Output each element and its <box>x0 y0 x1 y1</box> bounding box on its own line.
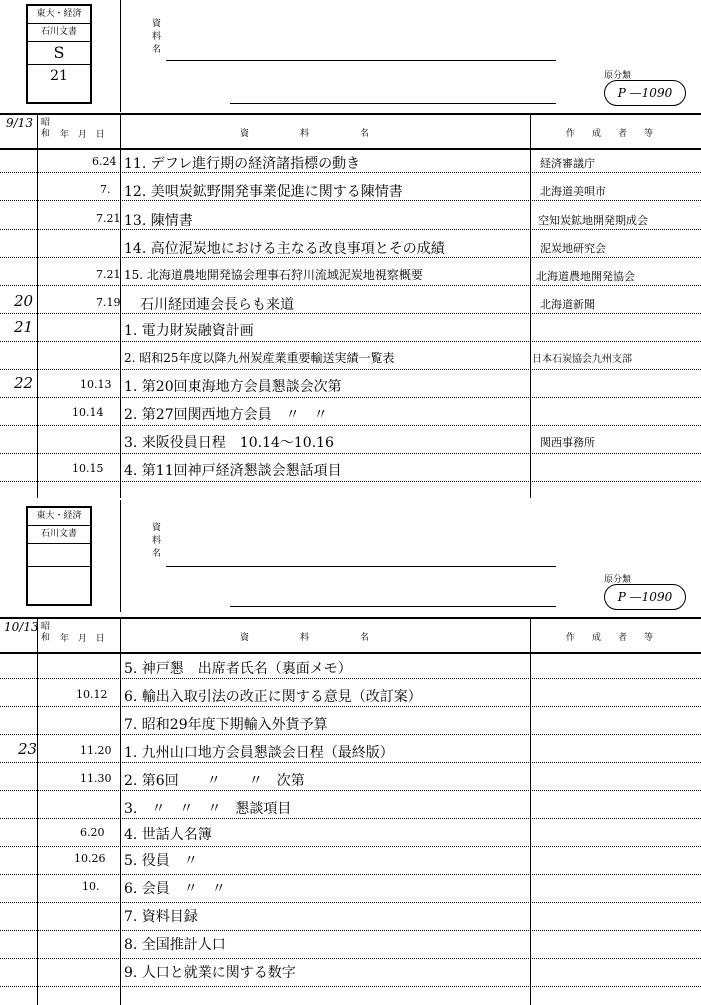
col-divider <box>120 617 121 1005</box>
row-title: 6. 会員 〃 〃 <box>124 881 226 897</box>
col-divider <box>37 113 38 498</box>
header-era: 昭 和 <box>41 118 51 139</box>
classification-code: P —1090 <box>604 80 686 106</box>
archive-label-box <box>26 4 92 104</box>
table-header-rule <box>0 652 701 654</box>
archive-label-line1: 東大・経済 <box>28 508 90 526</box>
row-ref: 21 <box>14 318 34 336</box>
row-rule <box>0 706 701 707</box>
row-title: 5. 神戸懇 出席者氏名（裏面メモ） <box>124 661 352 677</box>
row-rule <box>0 313 701 314</box>
row-rule <box>0 425 701 426</box>
row-author: 関西事務所 <box>540 436 595 449</box>
archive-label-box <box>26 506 92 606</box>
row-title: 3. 〃 〃 〃 懇談項目 <box>124 801 292 817</box>
row-rule <box>0 481 701 482</box>
row-title: 8. 全国推計人口 <box>124 937 226 953</box>
row-date: 11.30 <box>80 772 112 785</box>
row-date: 7.21 <box>96 268 121 281</box>
table-top-rule <box>0 113 701 115</box>
field-label-char: 名 <box>152 45 162 55</box>
row-date: 10.13 <box>80 378 112 391</box>
row-title: 15. 北海道農地開発協会理事石狩川流域泥炭地視察概要 <box>124 268 423 282</box>
header-title: 資 料 名 <box>240 633 376 643</box>
row-ref: 20 <box>14 292 34 310</box>
header-ymd: 年 月 日 <box>60 130 108 140</box>
row-author: 北海道美唄市 <box>540 185 606 198</box>
row-title: 4. 世話人名簿 <box>124 827 212 843</box>
row-title: 1. 電力財炭融資計画 <box>124 323 254 339</box>
row-rule <box>0 762 701 763</box>
row-rule <box>0 285 701 286</box>
row-rule <box>0 986 701 987</box>
row-title: 7. 昭和29年度下期輸入外貨予算 <box>124 717 328 733</box>
row-date: 11.20 <box>80 744 112 757</box>
title-rule <box>166 60 556 61</box>
row-rule <box>0 930 701 931</box>
row-rule <box>0 229 701 230</box>
header-date: 10/13 <box>4 620 39 634</box>
row-rule <box>0 818 701 819</box>
header-era: 昭 和 <box>41 622 51 643</box>
row-rule <box>0 874 701 875</box>
title-rule <box>166 566 556 567</box>
row-rule <box>0 734 701 735</box>
archive-label-number: 21 <box>50 68 68 84</box>
row-title: 12. 美唄炭鉱野開発事業促進に関する陳情書 <box>124 184 403 200</box>
row-rule <box>0 397 701 398</box>
classification-label: 原分類 <box>604 71 632 81</box>
margin-line <box>120 0 121 112</box>
row-rule <box>0 453 701 454</box>
row-title: 石川経団連会長らも来道 <box>140 297 294 313</box>
row-title: 3. 来阪役員日程 10.14～10.16 <box>124 435 334 451</box>
row-date: 7. <box>100 183 111 196</box>
archive-label-line2: 石川文書 <box>28 24 90 42</box>
row-author: 経済審議庁 <box>540 157 595 170</box>
header-author: 作 成 者 等 <box>566 633 658 643</box>
field-label-char: 料 <box>152 32 162 42</box>
row-date: 10.15 <box>72 462 104 475</box>
row-title: 5. 役員 〃 <box>124 853 198 869</box>
row-rule <box>0 790 701 791</box>
archive-label-series <box>28 544 90 567</box>
field-label <box>152 522 161 561</box>
title-rule <box>230 103 556 104</box>
row-rule <box>0 846 701 847</box>
classification-label: 原分類 <box>604 575 632 585</box>
row-date: 10.14 <box>72 406 104 419</box>
table-header-rule <box>0 148 701 150</box>
field-label-char: 料 <box>152 536 162 546</box>
row-author: 泥炭地研究会 <box>540 242 606 255</box>
title-rule <box>230 606 556 607</box>
archive-label-line2: 石川文書 <box>28 526 90 544</box>
row-ref: 22 <box>14 374 34 392</box>
row-title: 13. 陳情書 <box>124 213 193 229</box>
row-title: 2. 第6回 〃 〃 次第 <box>124 773 305 789</box>
row-ref: 23 <box>18 740 38 758</box>
header-ymd: 年 月 日 <box>60 634 108 644</box>
field-label-char: 資 <box>152 523 162 533</box>
margin-line <box>120 500 121 612</box>
header-title: 資 料 名 <box>240 129 376 139</box>
col-divider <box>37 617 38 1005</box>
archive-label-series: S <box>28 42 90 65</box>
classification-code: P —1090 <box>604 584 686 610</box>
row-author: 北海道新聞 <box>540 298 595 311</box>
row-date: 10.12 <box>76 688 108 701</box>
row-title: 6. 輸出入取引法の改正に関する意見（改訂案） <box>124 689 422 705</box>
row-title: 11. デフレ進行期の経済諸指標の動き <box>124 156 361 172</box>
col-divider <box>530 617 531 1005</box>
row-rule <box>0 341 701 342</box>
field-label-char: 名 <box>152 549 162 559</box>
row-author: 空知炭鉱地開発期成会 <box>538 214 648 227</box>
field-label-char: 資 <box>152 19 162 29</box>
row-title: 2. 昭和25年度以降九州炭産業重要輸送実績一覧表 <box>124 351 395 365</box>
row-title: 2. 第27回関西地方会員 〃 〃 <box>124 407 328 423</box>
row-title: 14. 高位泥炭地における主なる改良事項とその成績 <box>124 241 445 257</box>
archive-label-line1: 東大・経済 <box>28 6 90 24</box>
row-author: 日本石炭協会九州支部 <box>532 354 632 365</box>
header-date: 9/13 <box>6 116 33 130</box>
archive-label-number <box>28 567 90 589</box>
row-title: 1. 九州山口地方会員懇談会日程（最終版） <box>124 745 394 761</box>
row-title: 7. 資料目録 <box>124 909 198 925</box>
col-divider <box>530 113 531 498</box>
row-date: 10.26 <box>74 852 106 865</box>
row-date: 7.21 <box>96 212 121 225</box>
row-date: 7.19 <box>96 296 121 309</box>
row-title: 1. 第20回東海地方会員懇談会次第 <box>124 379 342 395</box>
row-rule <box>0 678 701 679</box>
row-date: 10. <box>82 880 100 893</box>
row-rule <box>0 902 701 903</box>
table-top-rule <box>0 617 701 619</box>
row-title: 4. 第11回神戸経済懇談会懇話項目 <box>124 463 342 479</box>
row-date: 6.24 <box>92 155 117 168</box>
row-rule <box>0 958 701 959</box>
field-label <box>152 18 161 57</box>
row-author: 北海道農地開発協会 <box>536 270 635 283</box>
row-rule <box>0 369 701 370</box>
row-title: 9. 人口と就業に関する数字 <box>124 965 296 981</box>
header-author: 作 成 者 等 <box>566 129 658 139</box>
row-date: 6.20 <box>80 826 105 839</box>
